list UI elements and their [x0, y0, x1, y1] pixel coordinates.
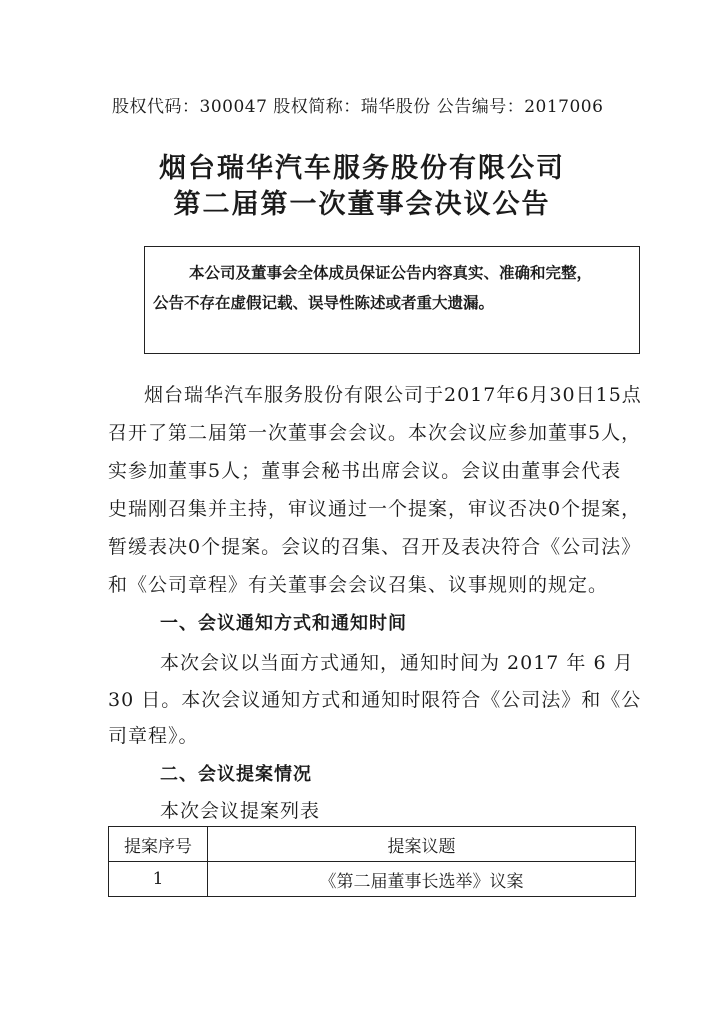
section-1-heading: 一、会议通知方式和通知时间 — [160, 613, 407, 634]
column-header-topic: 提案议题 — [208, 827, 636, 862]
section-2-heading: 二、会议提案情况 — [160, 764, 312, 785]
table-header-row — [109, 827, 636, 862]
intro-line-3: 实参加董事5人；董事会秘书出席会议。会议由董事会代表 — [108, 460, 622, 482]
proposal-number-cell: 1 — [109, 862, 208, 897]
intro-line-5: 暂缓表决0个提案。会议的召集、召开及表决符合《公司法》 — [108, 536, 642, 558]
section-1-line-3: 司章程》。 — [108, 725, 199, 747]
disclaimer-line-1: 本公司及董事会全体成员保证公告内容真实、准确和完整， — [189, 264, 593, 282]
intro-line-1: 烟台瑞华汽车服务股份有限公司于2017年6月30日15点 — [144, 384, 642, 406]
intro-line-4: 史瑞刚召集并主持，审议通过一个提案，审议否决0个提案， — [108, 498, 642, 520]
intro-line-6: 和《公司章程》有关董事会会议召集、议事规则的规定。 — [108, 574, 609, 596]
section-1-line-1: 本次会议以当面方式通知，通知时间为 2017 年 6 月 — [160, 652, 634, 674]
company-title: 烟台瑞华汽车服务股份有限公司 — [159, 153, 565, 184]
announcement-header: 股权代码：300047 股权简称：瑞华股份 公告编号：2017006 — [112, 97, 604, 117]
announcement-title: 第二届第一次董事会决议公告 — [173, 189, 551, 220]
table-row — [109, 862, 636, 897]
column-header-number: 提案序号 — [109, 827, 208, 862]
table-caption: 本次会议提案列表 — [160, 800, 321, 822]
section-1-line-2: 30 日。本次会议通知方式和通知时限符合《公司法》和《公 — [108, 689, 642, 711]
disclaimer-line-2: 公告不存在虚假记载、误导性陈述或者重大遗漏。 — [153, 294, 495, 312]
disclaimer-box — [144, 246, 640, 354]
proposal-topic-cell: 《第二届董事长选举》议案 — [208, 862, 636, 897]
proposals-table — [108, 826, 636, 897]
intro-line-2: 召开了第二届第一次董事会会议。本次会议应参加董事5人， — [108, 422, 642, 444]
